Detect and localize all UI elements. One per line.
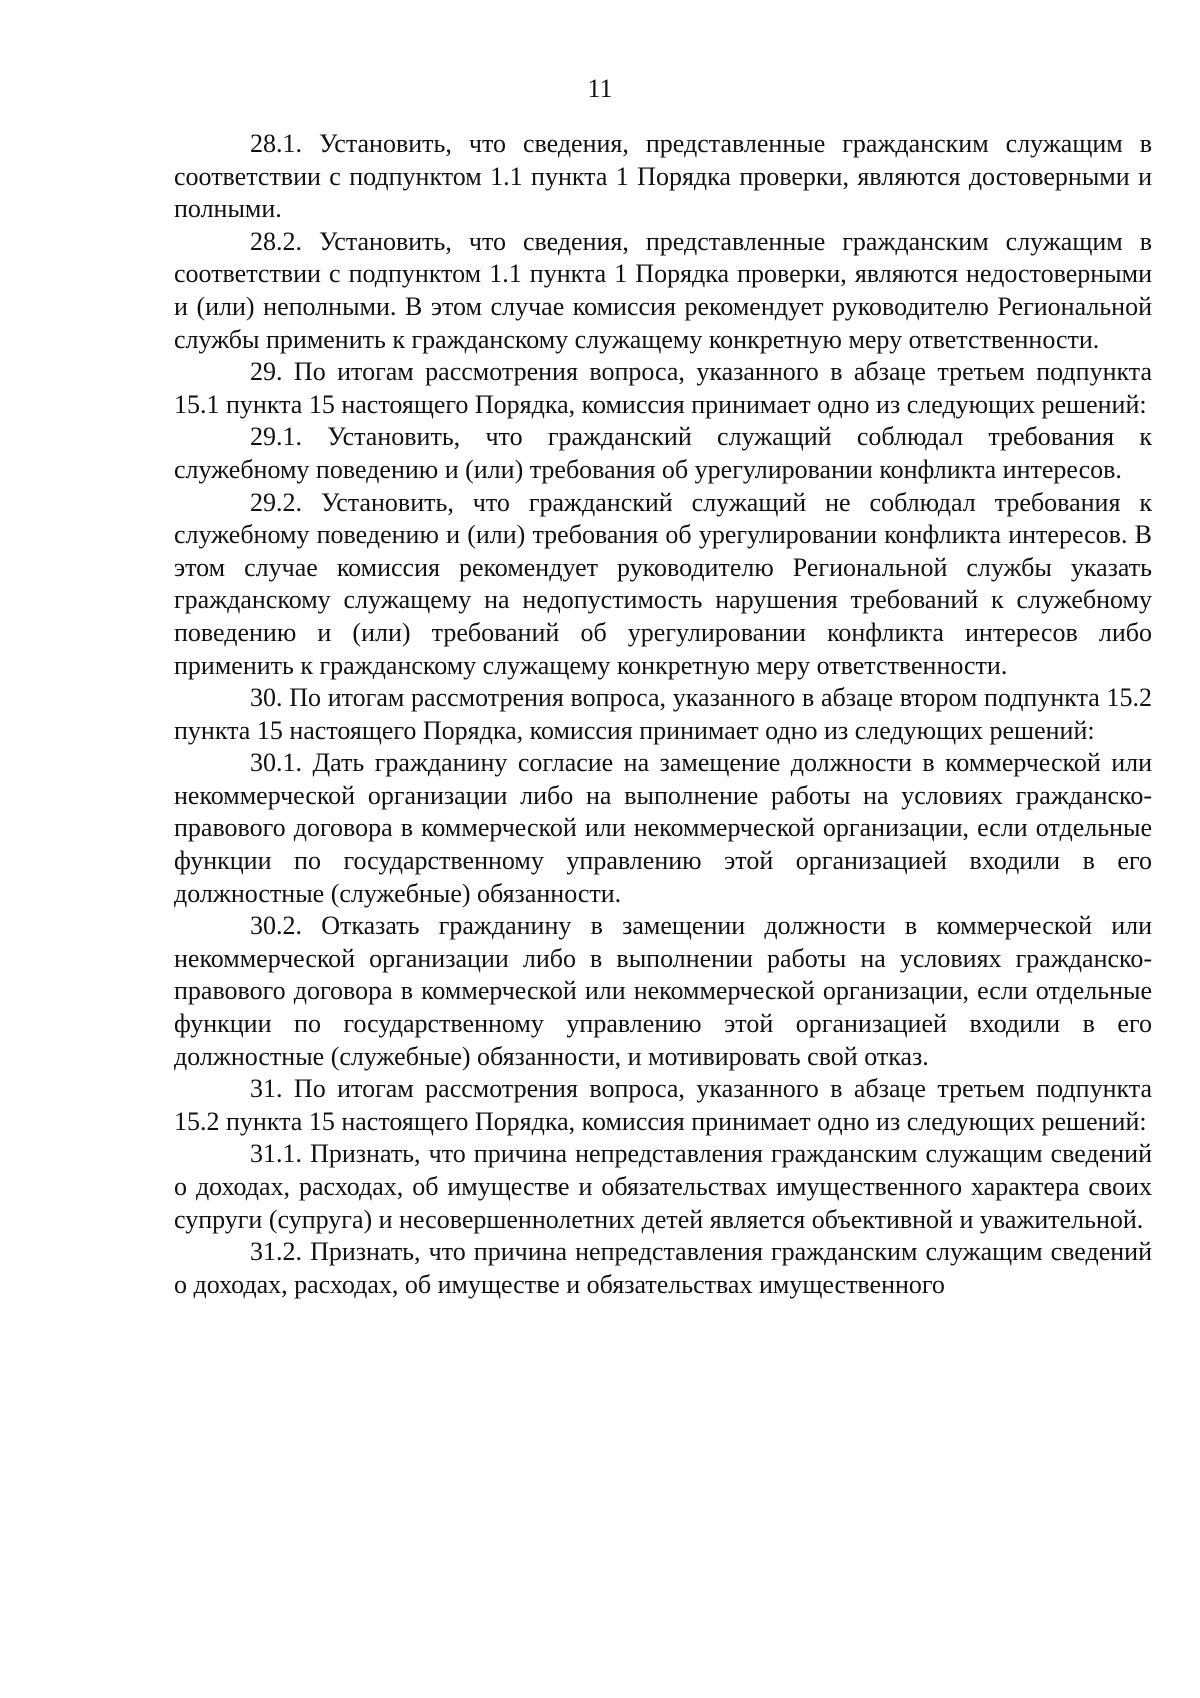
page-number: 11 — [587, 74, 613, 103]
paragraph-30-1: 30.1. Дать гражданину согласие на замещение должности в коммерческой или некоммерческой организации либо на выполнение работы на условиях гражданско-правового договора в коммерческой или некоммерческой организации, если отдельные функции по государственному управлению этой организацией входили в его должностные (служебные) обязанности. — [174, 748, 1152, 908]
paragraph-30-2: 30.2. Отказать гражданину в замещении должности в коммерческой или некоммерческой организации либо в выполнении работы на условиях гражданско-правового договора в коммерческой или некоммерческой организации, если отдельные функции по государственному управлению этой организацией входили в его должностные (служебные) обязанности, и мотивировать свой отказ. — [174, 911, 1152, 1071]
paragraph-28-2: 28.2. Установить, что сведения, представленные гражданским служащим в соответствии с подпунктом 1.1 пункта 1 Порядка проверки, являются недостоверными и (или) неполными. В этом случае комиссия рекомендует руководителю Региональной службы применить к гражданскому служащему конкретную меру ответственности. — [174, 226, 1152, 354]
paragraph-31-1: 31.1. Признать, что причина непредставления гражданским служащим сведений о доходах, расходах, об имуществе и обязательствах имущественного характера своих супруги (супруга) и несовершеннолетних детей является объективной и уважительной. — [174, 1139, 1152, 1234]
document-body — [174, 128, 1152, 1301]
paragraph-29: 29. По итогам рассмотрения вопроса, указанного в абзаце третьем подпункта 15.1 пункта 15 настоящего Порядка, комиссия принимает одно из следующих решений: — [174, 357, 1152, 419]
paragraph-29-2: 29.2. Установить, что гражданский служащий не соблюдал требования к служебному поведению и (или) требования об урегулировании конфликта интересов. В этом случае комиссия рекомендует руководителю Региональной службы указать гражданскому служащему на недопустимость нарушения требований к служебному поведению и (или) требований об урегулировании конфликта интересов либо применить к гражданскому служащему конкретную меру ответственности. — [174, 487, 1152, 680]
paragraph-30: 30. По итогам рассмотрения вопроса, указанного в абзаце втором подпункта 15.2 пункта 15 настоящего Порядка, комиссия принимает одно из следующих решений: — [174, 683, 1152, 745]
paragraph-31-2: 31.2. Признать, что причина непредставления гражданским служащим сведений о доходах, расходах, об имуществе и обязательствах имущественного — [174, 1237, 1152, 1299]
paragraph-31: 31. По итогам рассмотрения вопроса, указанного в абзаце третьем подпункта 15.2 пункта 15 настоящего Порядка, комиссия принимает одно из следующих решений: — [174, 1074, 1152, 1136]
paragraph-28-1: 28.1. Установить, что сведения, представленные гражданским служащим в соответствии с подпунктом 1.1 пункта 1 Порядка проверки, являются достоверными и полными. — [174, 129, 1152, 224]
paragraph-29-1: 29.1. Установить, что гражданский служащий соблюдал требования к служебному поведению и (или) требования об урегулировании конфликта интересов. — [174, 422, 1152, 484]
